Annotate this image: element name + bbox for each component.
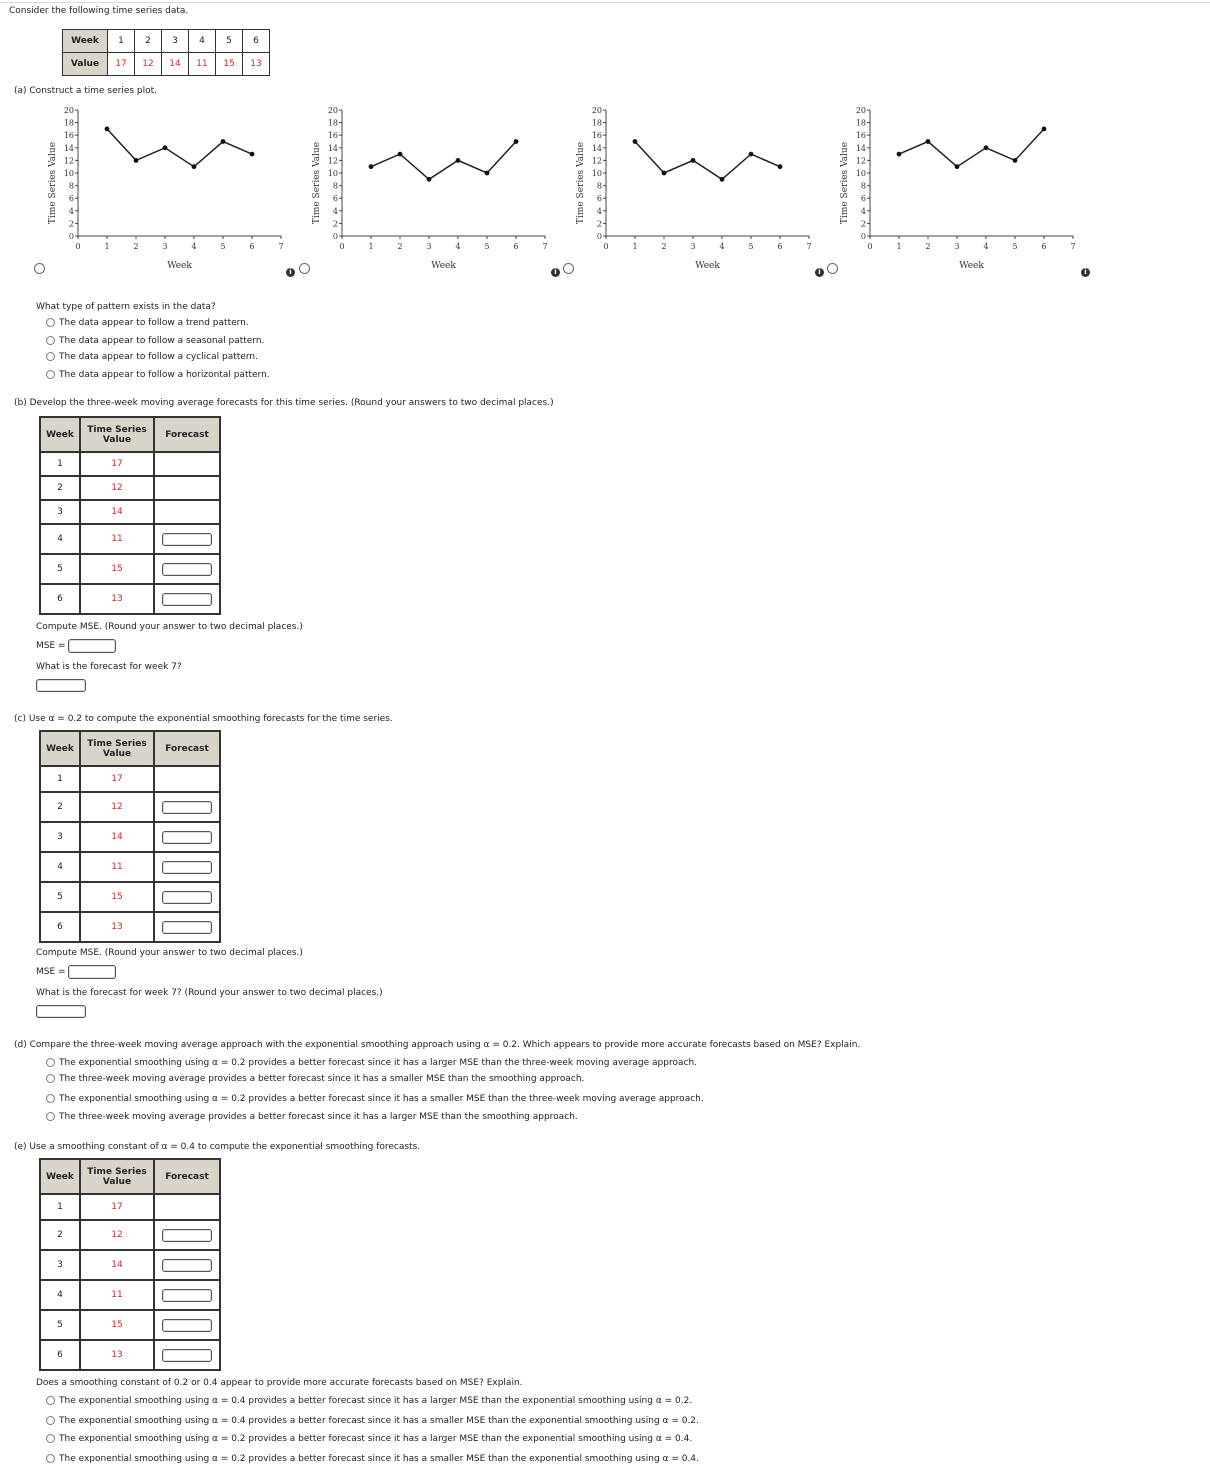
week7-input-b[interactable] xyxy=(36,679,86,692)
compare-radio-4[interactable] xyxy=(46,1112,55,1121)
top-divider xyxy=(0,2,1210,3)
y-tick-label: 12 xyxy=(63,156,74,166)
y-tick-label: 4 xyxy=(860,206,866,216)
forecast-col-header: Forecast xyxy=(154,731,220,766)
week-cell: 1 xyxy=(108,30,135,53)
forecast-input-week-6[interactable] xyxy=(162,593,212,606)
time-series-plot-3 xyxy=(573,100,823,280)
forecast-col-header: Forecast xyxy=(154,1159,220,1194)
x-tick-label: 3 xyxy=(426,242,432,251)
y-tick-label: 16 xyxy=(327,131,338,141)
smoothing-0.4-table xyxy=(39,1158,221,1371)
value-cell: 13 xyxy=(243,53,270,76)
part-c-prompt: (c) Use α = 0.2 to compute the exponential smoothing forecasts for the time series. xyxy=(14,714,393,724)
forecast-input-week-3[interactable] xyxy=(162,1259,212,1272)
y-tick-label: 18 xyxy=(327,118,338,128)
pattern-option-label: The data appear to follow a horizontal pattern. xyxy=(59,370,270,380)
week-col-header: Week xyxy=(40,1159,80,1194)
time-series-plot-4 xyxy=(837,100,1087,280)
pattern-radio-cyclical[interactable] xyxy=(46,352,55,361)
value-cell: 17 xyxy=(108,53,135,76)
value-cell: 17 xyxy=(80,1194,154,1220)
mse-prompt-b: Compute MSE. (Round your answer to two decimal places.) xyxy=(36,622,303,632)
smoothing-option-label: The exponential smoothing using α = 0.4 provides a better forecast since it has a larger MSE than the exponential smoothing using α = 0.2. xyxy=(59,1396,693,1406)
help-icon[interactable]: i xyxy=(1081,268,1090,277)
table-row xyxy=(40,1280,220,1310)
y-tick-label: 4 xyxy=(68,206,74,216)
y-tick-label: 0 xyxy=(860,232,866,241)
value-cell: 11 xyxy=(80,1280,154,1310)
y-tick-label: 12 xyxy=(591,156,602,166)
data-point xyxy=(427,177,432,182)
week7-prompt-b: What is the forecast for week 7? xyxy=(36,662,182,672)
compare-radio-2[interactable] xyxy=(46,1074,55,1083)
table-row xyxy=(40,1250,220,1280)
chart-option-radio-1[interactable] xyxy=(34,263,45,274)
forecast-input-week-5[interactable] xyxy=(162,1319,212,1332)
data-point xyxy=(134,158,139,163)
y-tick-label: 20 xyxy=(591,106,602,115)
table-row xyxy=(40,554,220,584)
mse-label-b: MSE = xyxy=(36,641,66,651)
data-point xyxy=(720,177,725,182)
week-cell: 3 xyxy=(40,822,80,852)
smoothing-0.2-table xyxy=(39,730,221,943)
y-tick-label: 18 xyxy=(591,118,602,128)
x-tick-label: 5 xyxy=(220,242,226,251)
value-cell: 14 xyxy=(80,822,154,852)
week-cell: 4 xyxy=(40,1280,80,1310)
smoothing-question: Does a smoothing constant of 0.2 or 0.4 appear to provide more accurate forecasts based on MSE? Explain. xyxy=(36,1378,523,1388)
data-point xyxy=(633,139,638,144)
week-cell: 6 xyxy=(40,912,80,942)
week-cell: 1 xyxy=(40,1194,80,1220)
y-tick-label: 14 xyxy=(327,143,338,153)
mse-prompt-c: Compute MSE. (Round your answer to two decimal places.) xyxy=(36,948,303,958)
y-tick-label: 0 xyxy=(68,232,74,241)
y-tick-label: 16 xyxy=(591,131,602,141)
data-point xyxy=(897,152,902,157)
data-point xyxy=(926,139,931,144)
pattern-radio-trend[interactable] xyxy=(46,318,55,327)
forecast-input-week-6[interactable] xyxy=(162,921,212,934)
y-axis-label: Time Series Value xyxy=(576,141,586,225)
week-cell: 3 xyxy=(162,30,189,53)
forecast-cell xyxy=(154,554,220,584)
data-point xyxy=(369,164,374,169)
value-cell: 13 xyxy=(80,584,154,614)
forecast-input-week-6[interactable] xyxy=(162,1349,212,1362)
x-tick-label: 2 xyxy=(397,242,403,251)
data-point xyxy=(955,164,960,169)
week-cell: 6 xyxy=(40,584,80,614)
x-axis-label: Week xyxy=(959,261,984,271)
week-cell: 3 xyxy=(40,1250,80,1280)
part-d-prompt: (d) Compare the three-week moving average approach with the exponential smoothing approach using α = 0.2. Which appears to provide more accurate forecasts based on MSE? Explain. xyxy=(14,1040,861,1050)
data-point xyxy=(163,145,168,150)
x-tick-label: 1 xyxy=(896,242,902,251)
table-row xyxy=(40,584,220,614)
week-cell: 4 xyxy=(40,852,80,882)
forecast-input-week-3[interactable] xyxy=(162,831,212,844)
week-cell: 1 xyxy=(40,452,80,476)
compare-option-label: The exponential smoothing using α = 0.2 provides a better forecast since it has a larger MSE than the three-week moving average approach. xyxy=(59,1058,698,1068)
x-tick-label: 4 xyxy=(455,242,461,251)
table-header-row xyxy=(40,417,220,452)
table-header-row xyxy=(40,731,220,766)
table-row xyxy=(40,1340,220,1370)
table-header-row xyxy=(40,1159,220,1194)
data-point xyxy=(749,152,754,157)
time-series-plot-1 xyxy=(45,100,295,280)
x-tick-label: 0 xyxy=(339,242,345,251)
y-tick-label: 12 xyxy=(327,156,338,166)
y-tick-label: 0 xyxy=(596,232,602,241)
ts-col-header: Time Series Value xyxy=(80,731,154,766)
value-cell: 15 xyxy=(216,53,243,76)
pattern-question: What type of pattern exists in the data? xyxy=(36,302,216,312)
series-line xyxy=(107,129,252,167)
table-row xyxy=(40,1310,220,1340)
table-row xyxy=(40,822,220,852)
value-cell: 15 xyxy=(80,554,154,584)
value-cell: 17 xyxy=(80,766,154,792)
series-line xyxy=(899,129,1044,167)
forecast-cell xyxy=(154,912,220,942)
y-tick-label: 8 xyxy=(68,181,74,191)
forecast-cell xyxy=(154,1220,220,1250)
value-cell: 12 xyxy=(135,53,162,76)
x-tick-label: 3 xyxy=(954,242,960,251)
x-tick-label: 2 xyxy=(133,242,139,251)
x-tick-label: 3 xyxy=(690,242,696,251)
forecast-cell xyxy=(154,524,220,554)
week-cell: 2 xyxy=(40,1220,80,1250)
data-point xyxy=(250,152,255,157)
x-axis-label: Week xyxy=(695,261,720,271)
forecast-cell xyxy=(154,1194,220,1220)
forecast-input-week-2[interactable] xyxy=(162,1229,212,1242)
x-tick-label: 1 xyxy=(368,242,374,251)
help-icon[interactable]: i xyxy=(286,268,295,277)
value-cell: 11 xyxy=(189,53,216,76)
value-cell: 13 xyxy=(80,1340,154,1370)
y-axis-label: Time Series Value xyxy=(840,141,850,225)
data-point xyxy=(691,158,696,163)
y-axis-label: Time Series Value xyxy=(48,141,58,225)
intro-text: Consider the following time series data. xyxy=(9,6,189,16)
value-cell: 15 xyxy=(80,882,154,912)
forecast-input-week-5[interactable] xyxy=(162,563,212,576)
pattern-option-label: The data appear to follow a trend pattern. xyxy=(59,318,249,328)
forecast-cell xyxy=(154,1310,220,1340)
forecast-cell xyxy=(154,792,220,822)
y-tick-label: 2 xyxy=(596,219,602,229)
week-header: Week xyxy=(63,30,108,53)
smoothing-radio-3[interactable] xyxy=(46,1434,55,1443)
value-cell: 11 xyxy=(80,524,154,554)
ts-col-header: Time Series Value xyxy=(80,1159,154,1194)
x-tick-label: 0 xyxy=(603,242,609,251)
data-point xyxy=(984,145,989,150)
x-tick-label: 6 xyxy=(777,242,783,251)
data-point xyxy=(514,139,519,144)
value-cell: 14 xyxy=(80,1250,154,1280)
y-tick-label: 14 xyxy=(855,143,866,153)
chart-option-radio-2[interactable] xyxy=(299,263,310,274)
table-row xyxy=(40,852,220,882)
y-tick-label: 6 xyxy=(596,194,602,204)
y-tick-label: 20 xyxy=(63,106,74,115)
x-tick-label: 6 xyxy=(513,242,519,251)
x-tick-label: 7 xyxy=(542,242,548,251)
forecast-cell xyxy=(154,852,220,882)
forecast-cell xyxy=(154,822,220,852)
pattern-option-label: The data appear to follow a seasonal pattern. xyxy=(59,336,265,346)
data-point xyxy=(398,152,403,157)
forecast-cell xyxy=(154,1340,220,1370)
mse-input-b[interactable] xyxy=(68,639,116,653)
value-cell: 13 xyxy=(80,912,154,942)
chart-option-radio-4[interactable] xyxy=(827,263,838,274)
chart-option-radio-3[interactable] xyxy=(563,263,574,274)
value-cell: 12 xyxy=(80,1220,154,1250)
time-series-plot-2 xyxy=(309,100,559,280)
data-point xyxy=(662,171,667,176)
value-cell: 11 xyxy=(80,852,154,882)
part-b-prompt: (b) Develop the three-week moving average forecasts for this time series. (Round your answers to two decimal places.) xyxy=(14,398,554,408)
series-line xyxy=(635,142,780,180)
x-tick-label: 5 xyxy=(748,242,754,251)
smoothing-option-label: The exponential smoothing using α = 0.4 provides a better forecast since it has a smaller MSE than the exponential smoothing using α = 0.2. xyxy=(59,1416,699,1426)
y-tick-label: 6 xyxy=(332,194,338,204)
x-tick-label: 1 xyxy=(632,242,638,251)
pattern-option-label: The data appear to follow a cyclical pattern. xyxy=(59,352,258,362)
forecast-cell xyxy=(154,766,220,792)
compare-radio-1[interactable] xyxy=(46,1058,55,1067)
value-cell: 14 xyxy=(80,500,154,524)
data-point xyxy=(1013,158,1018,163)
smoothing-radio-1[interactable] xyxy=(46,1396,55,1405)
forecast-cell xyxy=(154,1280,220,1310)
week-cell: 5 xyxy=(40,882,80,912)
x-tick-label: 6 xyxy=(249,242,255,251)
value-cell: 12 xyxy=(80,792,154,822)
data-point xyxy=(105,127,110,132)
compare-option-label: The exponential smoothing using α = 0.2 provides a better forecast since it has a smaller MSE than the three-week moving average approach. xyxy=(59,1094,704,1104)
y-tick-label: 2 xyxy=(68,219,74,229)
forecast-input-week-4[interactable] xyxy=(162,533,212,546)
y-tick-label: 10 xyxy=(855,169,866,178)
table-row xyxy=(40,882,220,912)
smoothing-radio-4[interactable] xyxy=(46,1454,55,1463)
week-cell: 5 xyxy=(216,30,243,53)
value-cell: 14 xyxy=(162,53,189,76)
y-tick-label: 20 xyxy=(855,106,866,115)
time-series-table xyxy=(62,29,270,76)
y-tick-label: 0 xyxy=(332,232,338,241)
value-cell: 12 xyxy=(80,476,154,500)
mse-label-c: MSE = xyxy=(36,967,66,977)
forecast-input-week-4[interactable] xyxy=(162,861,212,874)
x-tick-label: 5 xyxy=(484,242,490,251)
y-tick-label: 14 xyxy=(63,143,74,153)
x-tick-label: 0 xyxy=(75,242,81,251)
y-tick-label: 10 xyxy=(63,169,74,178)
smoothing-option-label: The exponential smoothing using α = 0.2 provides a better forecast since it has a smaller MSE than the exponential smoothing using α = 0.4. xyxy=(59,1454,699,1464)
smoothing-radio-2[interactable] xyxy=(46,1416,55,1425)
forecast-input-week-4[interactable] xyxy=(162,1289,212,1302)
data-point xyxy=(778,164,783,169)
data-point xyxy=(456,158,461,163)
value-row xyxy=(63,53,270,76)
pattern-radio-horizontal[interactable] xyxy=(46,370,55,379)
moving-average-table xyxy=(39,416,221,615)
forecast-cell xyxy=(154,500,220,524)
y-tick-label: 8 xyxy=(596,181,602,191)
forecast-cell xyxy=(154,584,220,614)
y-tick-label: 14 xyxy=(591,143,602,153)
compare-option-label: The three-week moving average provides a better forecast since it has a larger MSE than the smoothing approach. xyxy=(59,1112,578,1122)
help-icon[interactable]: i xyxy=(551,268,560,277)
table-row xyxy=(40,1194,220,1220)
week-cell: 6 xyxy=(40,1340,80,1370)
x-tick-label: 4 xyxy=(719,242,725,251)
series-line xyxy=(371,142,516,180)
y-axis-label: Time Series Value xyxy=(312,141,322,225)
table-row xyxy=(40,476,220,500)
week-cell: 1 xyxy=(40,766,80,792)
table-row xyxy=(40,792,220,822)
value-cell: 15 xyxy=(80,1310,154,1340)
value-cell: 17 xyxy=(80,452,154,476)
week-cell: 4 xyxy=(40,524,80,554)
x-tick-label: 2 xyxy=(661,242,667,251)
y-tick-label: 10 xyxy=(327,169,338,178)
y-tick-label: 16 xyxy=(63,131,74,141)
y-tick-label: 20 xyxy=(327,106,338,115)
x-tick-label: 7 xyxy=(278,242,284,251)
x-tick-label: 6 xyxy=(1041,242,1047,251)
x-tick-label: 7 xyxy=(1070,242,1076,251)
x-tick-label: 5 xyxy=(1012,242,1018,251)
forecast-cell xyxy=(154,882,220,912)
compare-radio-3[interactable] xyxy=(46,1094,55,1103)
part-a-prompt: (a) Construct a time series plot. xyxy=(14,86,158,96)
week-cell: 5 xyxy=(40,554,80,584)
y-tick-label: 8 xyxy=(332,181,338,191)
week-cell: 2 xyxy=(40,476,80,500)
y-tick-label: 8 xyxy=(860,181,866,191)
x-tick-label: 7 xyxy=(806,242,812,251)
y-tick-label: 2 xyxy=(332,219,338,229)
y-tick-label: 16 xyxy=(855,131,866,141)
data-point xyxy=(485,171,490,176)
x-tick-label: 0 xyxy=(867,242,873,251)
y-tick-label: 4 xyxy=(332,206,338,216)
y-tick-label: 6 xyxy=(68,194,74,204)
y-tick-label: 12 xyxy=(855,156,866,166)
pattern-radio-seasonal[interactable] xyxy=(46,336,55,345)
data-point xyxy=(192,164,197,169)
table-row xyxy=(40,524,220,554)
data-point xyxy=(221,139,226,144)
week-cell: 6 xyxy=(243,30,270,53)
x-tick-label: 2 xyxy=(925,242,931,251)
week-cell: 2 xyxy=(40,792,80,822)
week7-input-c[interactable] xyxy=(36,1005,86,1018)
y-tick-label: 2 xyxy=(860,219,866,229)
week-cell: 4 xyxy=(189,30,216,53)
y-tick-label: 6 xyxy=(860,194,866,204)
forecast-col-header: Forecast xyxy=(154,417,220,452)
smoothing-option-label: The exponential smoothing using α = 0.2 provides a better forecast since it has a larger MSE than the exponential smoothing using α = 0.4. xyxy=(59,1434,693,1444)
week-col-header: Week xyxy=(40,417,80,452)
mse-input-c[interactable] xyxy=(68,965,116,979)
forecast-cell xyxy=(154,1250,220,1280)
data-point xyxy=(1042,127,1047,132)
week-cell: 2 xyxy=(135,30,162,53)
x-axis-label: Week xyxy=(431,261,456,271)
forecast-input-week-2[interactable] xyxy=(162,801,212,814)
table-row xyxy=(40,912,220,942)
x-tick-label: 4 xyxy=(191,242,197,251)
week-cell: 3 xyxy=(40,500,80,524)
x-tick-label: 3 xyxy=(162,242,168,251)
week-cell: 5 xyxy=(40,1310,80,1340)
part-e-prompt: (e) Use a smoothing constant of α = 0.4 to compute the exponential smoothing forecasts. xyxy=(14,1142,421,1152)
forecast-cell xyxy=(154,452,220,476)
forecast-cell xyxy=(154,476,220,500)
ts-col-header: Time Series Value xyxy=(80,417,154,452)
x-axis-label: Week xyxy=(167,261,192,271)
help-icon[interactable]: i xyxy=(815,268,824,277)
x-tick-label: 1 xyxy=(104,242,110,251)
table-row xyxy=(40,500,220,524)
compare-option-label: The three-week moving average provides a better forecast since it has a smaller MSE than the smoothing approach. xyxy=(59,1074,585,1084)
y-tick-label: 18 xyxy=(855,118,866,128)
week-row xyxy=(63,30,270,53)
week-col-header: Week xyxy=(40,731,80,766)
forecast-input-week-5[interactable] xyxy=(162,891,212,904)
value-header: Value xyxy=(63,53,108,76)
y-tick-label: 18 xyxy=(63,118,74,128)
table-row xyxy=(40,1220,220,1250)
y-tick-label: 10 xyxy=(591,169,602,178)
table-row xyxy=(40,452,220,476)
y-tick-label: 4 xyxy=(596,206,602,216)
table-row xyxy=(40,766,220,792)
x-tick-label: 4 xyxy=(983,242,989,251)
week7-prompt-c: What is the forecast for week 7? (Round your answer to two decimal places.) xyxy=(36,988,383,998)
